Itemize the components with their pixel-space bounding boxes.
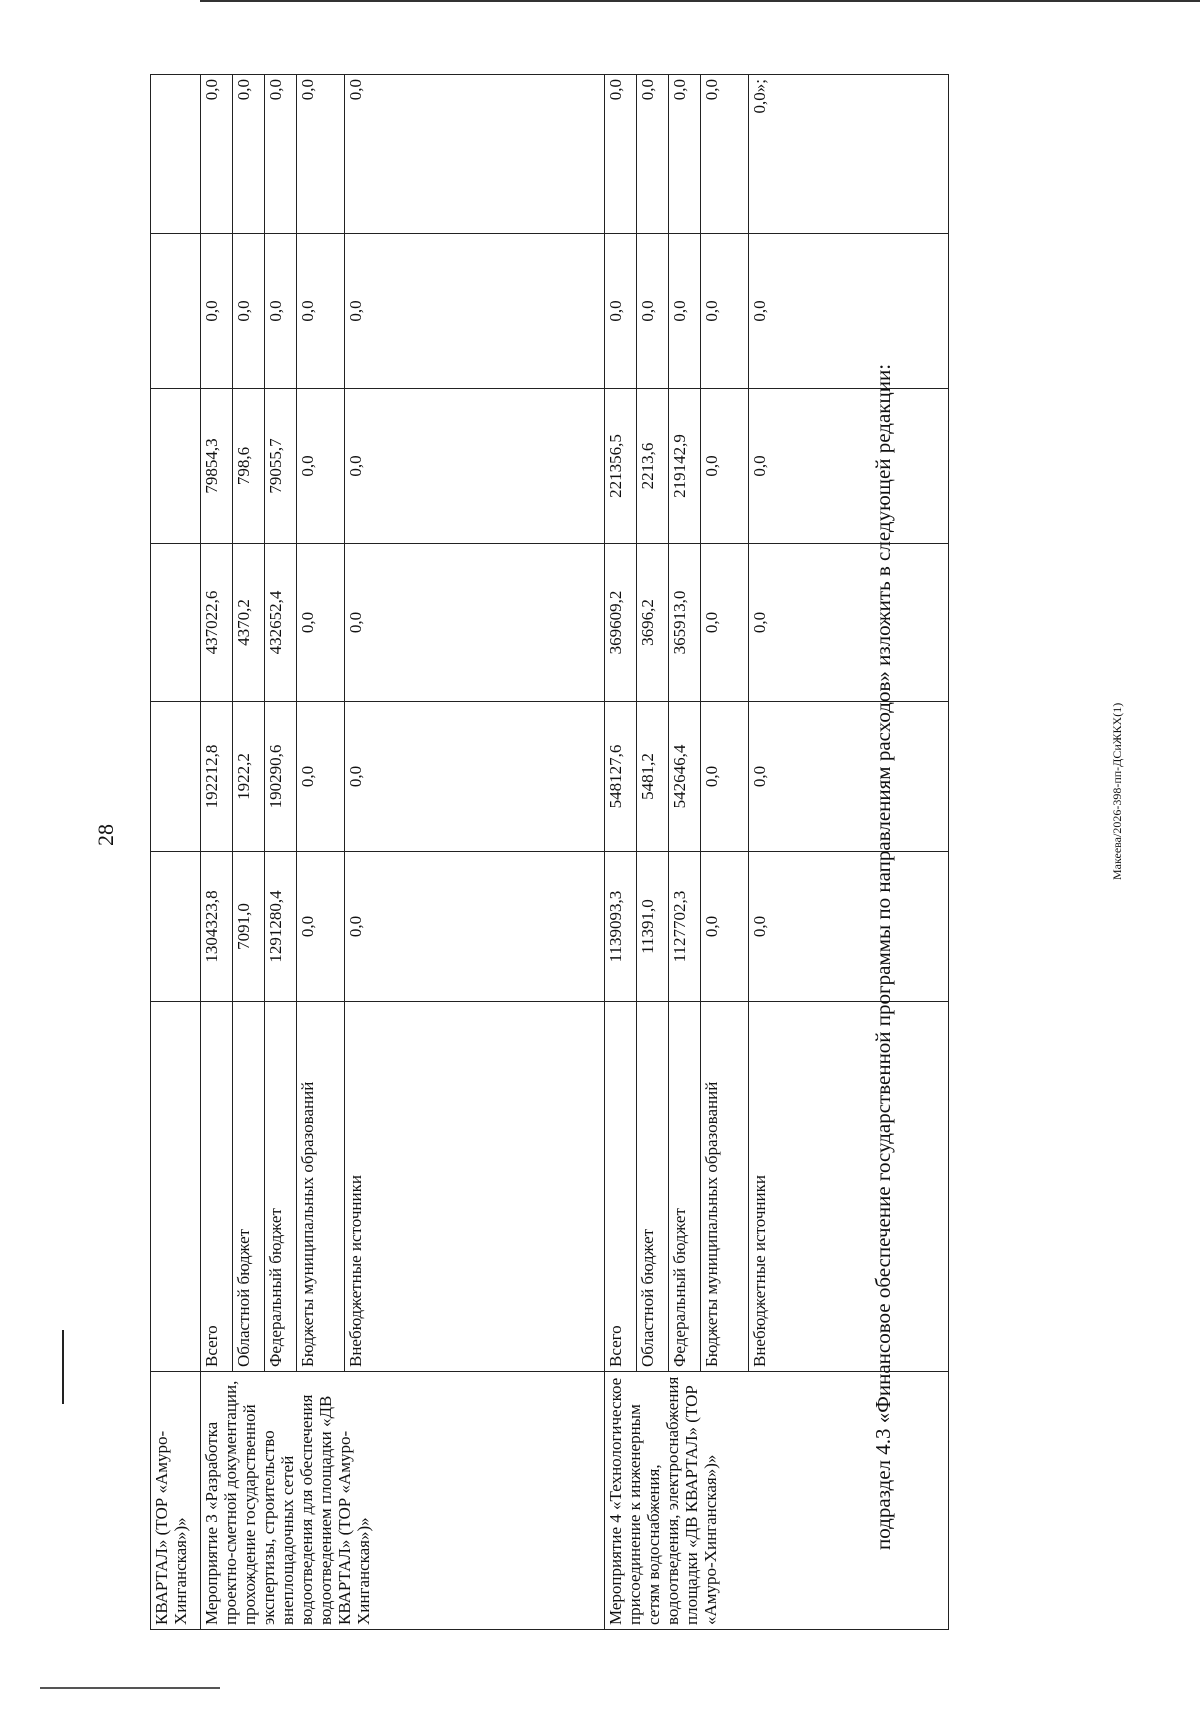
value-cell: 0,0 — [701, 234, 749, 389]
value-cell: 0,0 — [201, 234, 233, 389]
empty-cell — [151, 234, 201, 389]
funding-source-cell: Внебюджетные источники — [749, 1002, 949, 1372]
paragraph-text: подраздел 4.3 «Финансовое обеспечение государственной программы по направлениям расходов» изложить в следующей редакции: — [871, 363, 895, 1550]
value-cell: 0,0 — [749, 544, 949, 702]
value-cell: 437022,6 — [201, 544, 233, 702]
value-cell: 0,0 — [701, 544, 749, 702]
measure-name-cell: Мероприятие 4 «Технологическое присоединение к инженерным сетям водоснабжения, водоотведения, электроснабжения площадки «ДВ КВАРТАЛ» (ТОР «Амуро-Хинганская»)» — [605, 1372, 949, 1630]
funding-source-cell: Бюджеты муниципальных образований — [297, 1002, 345, 1372]
table-row — [201, 75, 233, 1630]
value-cell: 0,0 — [701, 75, 749, 234]
value-cell: 4370,2 — [233, 544, 265, 702]
value-cell: 542646,4 — [669, 702, 701, 852]
value-cell: 0,0 — [669, 234, 701, 389]
page-number: 28 — [93, 824, 118, 846]
value-cell: 0,0 — [233, 234, 265, 389]
value-cell: 0,0 — [701, 852, 749, 1002]
value-cell: 0,0 — [233, 75, 265, 234]
value-cell: 0,0 — [605, 75, 637, 234]
value-cell: 5481,2 — [637, 702, 669, 852]
scan-artifact-bottom — [40, 1687, 220, 1689]
value-cell: 192212,8 — [201, 702, 233, 852]
scan-artifact-top — [200, 0, 1200, 2]
empty-cell — [151, 544, 201, 702]
value-cell: 0,0 — [297, 702, 345, 852]
financing-table — [150, 74, 949, 1630]
table-row — [151, 75, 201, 1630]
table-row — [605, 75, 637, 1630]
continuation-cell: КВАРТАЛ» (ТОР «Амуро-Хинганская»)» — [151, 1372, 201, 1630]
document-code: Макеева/2026-398-пп-ДСиЖКХ(1) — [1110, 702, 1124, 880]
empty-cell — [151, 389, 201, 544]
value-cell: 369609,2 — [605, 544, 637, 702]
value-cell: 0,0 — [297, 389, 345, 544]
value-cell: 0,0 — [297, 75, 345, 234]
value-cell: 0,0 — [701, 389, 749, 544]
value-cell: 0,0 — [637, 75, 669, 234]
value-cell: 0,0 — [637, 234, 669, 389]
margin-mark — [62, 1330, 64, 1404]
value-cell: 0,0 — [345, 702, 605, 852]
funding-source-cell: Областной бюджет — [637, 1002, 669, 1372]
funding-source-cell: Всего — [201, 1002, 233, 1372]
table-body — [151, 75, 949, 1630]
funding-source-cell: Федеральный бюджет — [669, 1002, 701, 1372]
value-cell: 1291280,4 — [265, 852, 297, 1002]
value-cell: 219142,9 — [669, 389, 701, 544]
empty-cell — [151, 852, 201, 1002]
value-cell: 1139093,3 — [605, 852, 637, 1002]
value-cell: 1922,2 — [233, 702, 265, 852]
funding-source-cell: Областной бюджет — [233, 1002, 265, 1372]
value-cell: 0,0 — [669, 75, 701, 234]
empty-cell — [151, 1002, 201, 1372]
value-cell: 7091,0 — [233, 852, 265, 1002]
value-cell: 0,0 — [201, 75, 233, 234]
value-cell: 0,0»; — [749, 75, 949, 234]
value-cell: 0,0 — [265, 75, 297, 234]
value-cell: 798,6 — [233, 389, 265, 544]
value-cell: 0,0 — [265, 234, 297, 389]
value-cell: 0,0 — [345, 389, 605, 544]
rotated-content — [150, 75, 1150, 1630]
value-cell: 0,0 — [749, 702, 949, 852]
value-cell: 0,0 — [345, 544, 605, 702]
value-cell: 0,0 — [749, 234, 949, 389]
amendment-paragraph — [868, 75, 900, 1630]
measure-name-cell: Мероприятие 3 «Разработка проектно-сметной документации, прохождение государственной экспертизы, строительство внеплощадочных сетей водоотведения для обеспечения водоотведением площадки «ДВ КВАРТАЛ» (ТОР «Амуро-Хинганская»)» — [201, 1372, 605, 1630]
value-cell: 0,0 — [345, 75, 605, 234]
value-cell: 0,0 — [297, 852, 345, 1002]
value-cell: 0,0 — [297, 544, 345, 702]
value-cell: 0,0 — [701, 702, 749, 852]
value-cell: 0,0 — [345, 852, 605, 1002]
value-cell: 2213,6 — [637, 389, 669, 544]
funding-source-cell: Федеральный бюджет — [265, 1002, 297, 1372]
empty-cell — [151, 702, 201, 852]
value-cell: 0,0 — [749, 852, 949, 1002]
funding-source-cell: Всего — [605, 1002, 637, 1372]
value-cell: 548127,6 — [605, 702, 637, 852]
value-cell: 0,0 — [345, 234, 605, 389]
value-cell: 3696,2 — [637, 544, 669, 702]
value-cell: 11391,0 — [637, 852, 669, 1002]
value-cell: 79854,3 — [201, 389, 233, 544]
value-cell: 79055,7 — [265, 389, 297, 544]
value-cell: 365913,0 — [669, 544, 701, 702]
value-cell: 432652,4 — [265, 544, 297, 702]
funding-source-cell: Бюджеты муниципальных образований — [701, 1002, 749, 1372]
value-cell: 0,0 — [297, 234, 345, 389]
value-cell: 0,0 — [749, 389, 949, 544]
value-cell: 0,0 — [605, 234, 637, 389]
value-cell: 190290,6 — [265, 702, 297, 852]
funding-source-cell: Внебюджетные источники — [345, 1002, 605, 1372]
empty-cell — [151, 75, 201, 234]
value-cell: 1127702,3 — [669, 852, 701, 1002]
value-cell: 221356,5 — [605, 389, 637, 544]
value-cell: 1304323,8 — [201, 852, 233, 1002]
